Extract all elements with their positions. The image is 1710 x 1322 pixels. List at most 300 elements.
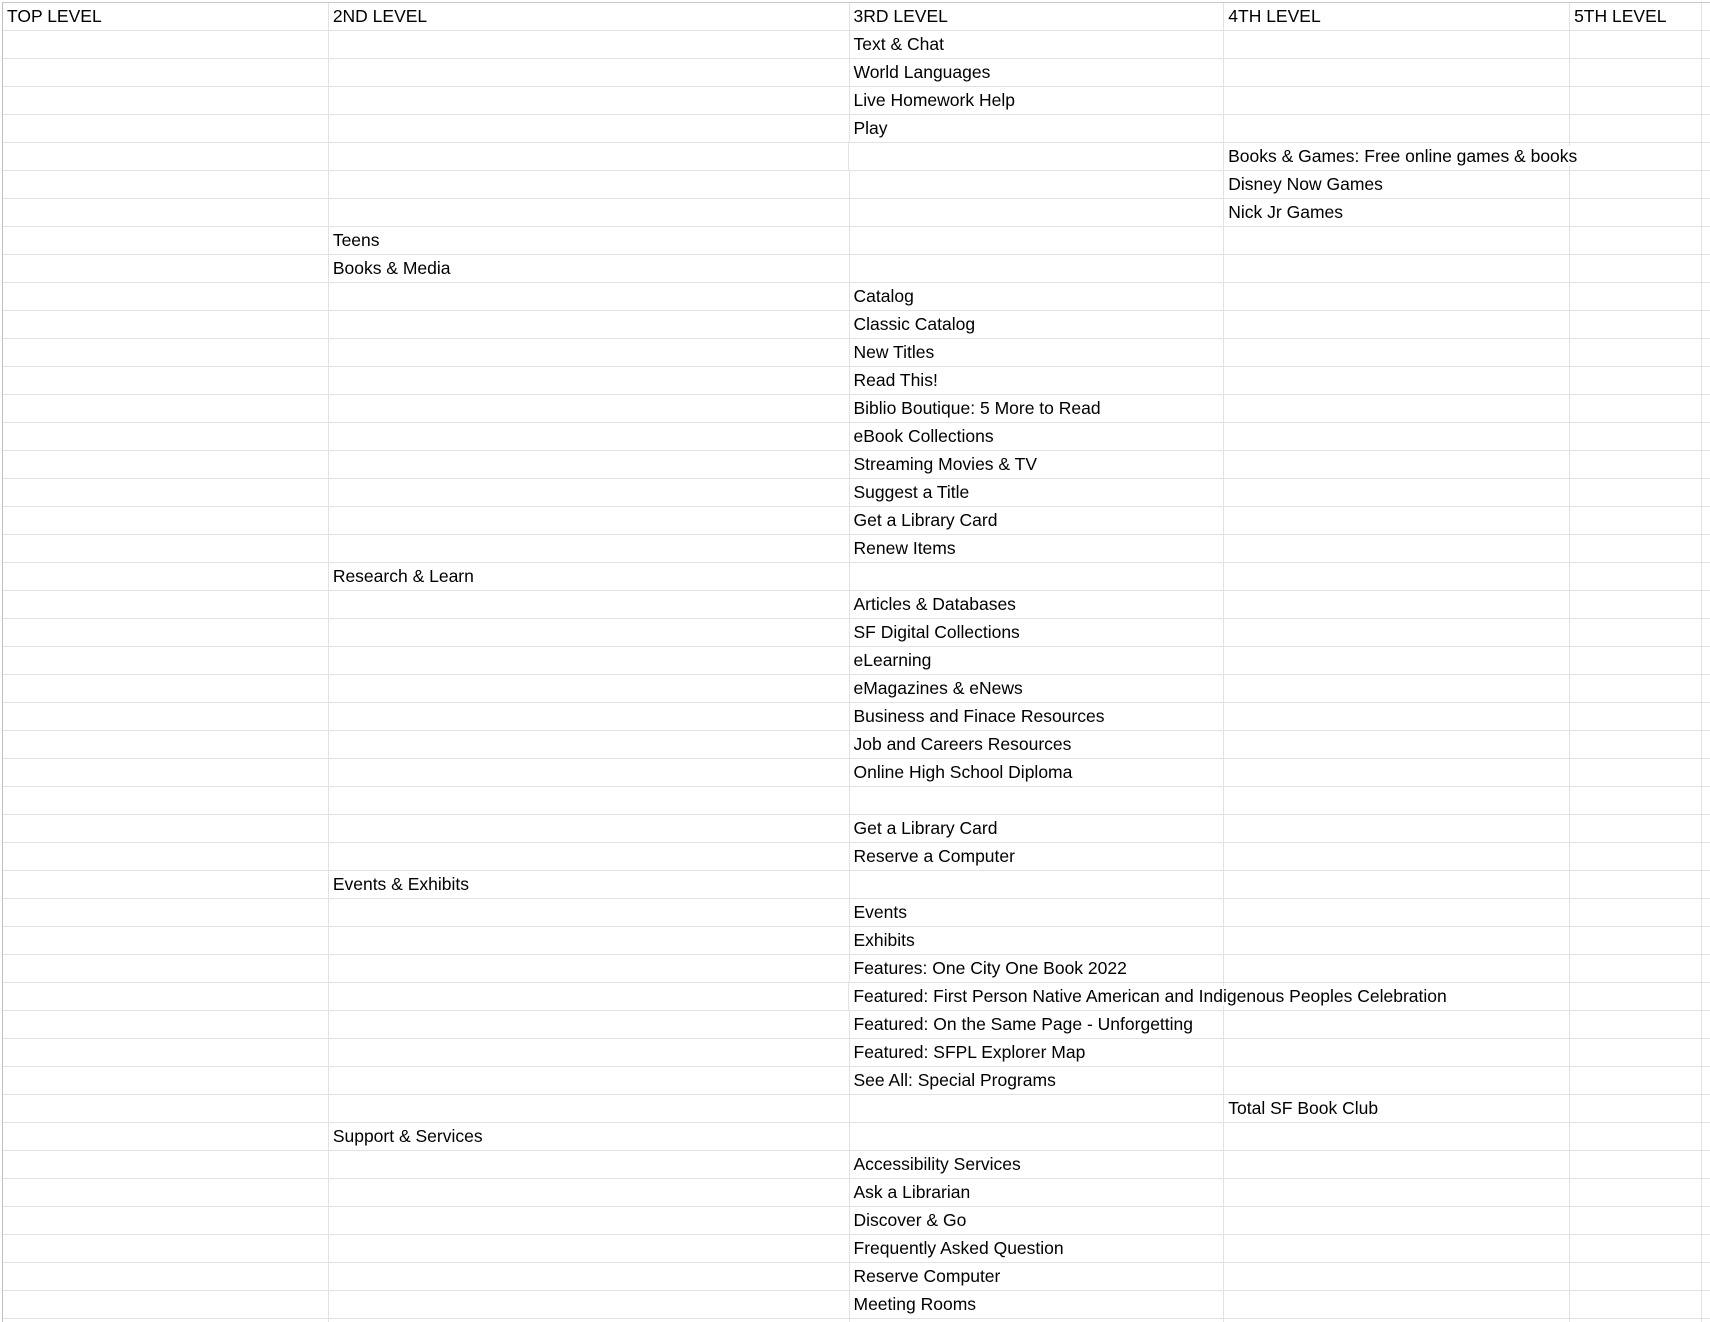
cell-2nd-level[interactable]: [329, 1291, 850, 1318]
cell-2nd-level[interactable]: [329, 927, 850, 954]
cell-2nd-level[interactable]: [329, 115, 850, 142]
cell-top-level[interactable]: [3, 87, 329, 114]
cell-top-level[interactable]: [3, 171, 329, 198]
cell-top-level[interactable]: [3, 815, 329, 842]
cell-top-level[interactable]: [3, 535, 329, 562]
cell-2nd-level[interactable]: [329, 591, 850, 618]
cell-top-level[interactable]: [3, 1151, 329, 1178]
cell-top-level[interactable]: [3, 367, 329, 394]
cell-2nd-level[interactable]: [329, 843, 850, 870]
cell-4th-level[interactable]: [1224, 591, 1570, 618]
cell-4th-level[interactable]: [1224, 675, 1570, 702]
header-cell-3rd-level[interactable]: [850, 3, 1225, 30]
cell-empty[interactable]: [1702, 339, 1710, 366]
cell-empty[interactable]: [1702, 563, 1710, 590]
cell-3rd-level[interactable]: [850, 899, 1225, 926]
cell-top-level[interactable]: [3, 283, 329, 310]
cell-empty[interactable]: [1702, 311, 1710, 338]
header-cell-4th-level[interactable]: [1224, 3, 1570, 30]
cell-4th-level[interactable]: [1224, 759, 1570, 786]
cell-4th-level[interactable]: [1224, 843, 1570, 870]
cell-2nd-level[interactable]: [329, 563, 850, 590]
cell-5th-level[interactable]: [1570, 1291, 1702, 1318]
cell-4th-level[interactable]: [1224, 1011, 1570, 1038]
cell-5th-level[interactable]: [1570, 871, 1702, 898]
cell-3rd-level[interactable]: [850, 227, 1225, 254]
cell-3rd-level[interactable]: [850, 507, 1225, 534]
cell-3rd-level[interactable]: [850, 87, 1225, 114]
cell-top-level[interactable]: [3, 1095, 329, 1122]
cell-2nd-level[interactable]: [329, 1207, 850, 1234]
cell-empty[interactable]: [1702, 283, 1710, 310]
cell-2nd-level[interactable]: [329, 31, 850, 58]
cell-4th-level[interactable]: [1224, 255, 1570, 282]
cell-text: Teens: [332, 230, 380, 250]
cell-2nd-level[interactable]: [329, 871, 850, 898]
table-row: [3, 87, 1710, 115]
cell-empty[interactable]: [1702, 451, 1710, 478]
cell-2nd-level[interactable]: [329, 227, 850, 254]
cell-top-level[interactable]: [3, 1011, 329, 1038]
cell-5th-level[interactable]: [1570, 1151, 1702, 1178]
cell-4th-level[interactable]: [1224, 563, 1570, 590]
cell-4th-level[interactable]: [1224, 367, 1570, 394]
cell-top-level[interactable]: [3, 759, 329, 786]
cell-3rd-level[interactable]: [850, 1123, 1225, 1150]
cell-2nd-level[interactable]: [329, 535, 850, 562]
cell-2nd-level[interactable]: [329, 647, 850, 674]
cell-4th-level[interactable]: [1224, 787, 1570, 814]
cell-3rd-level[interactable]: [850, 1095, 1225, 1122]
cell-2nd-level[interactable]: [329, 983, 850, 1010]
cell-empty[interactable]: [1702, 1235, 1710, 1262]
cell-2nd-level[interactable]: [329, 479, 850, 506]
cell-2nd-level[interactable]: [329, 675, 850, 702]
cell-text: Renew Items: [853, 538, 956, 558]
cell-2nd-level[interactable]: [329, 1123, 850, 1150]
cell-top-level[interactable]: [3, 311, 329, 338]
cell-5th-level[interactable]: [1570, 507, 1702, 534]
cell-3rd-level[interactable]: [850, 1039, 1225, 1066]
cell-3rd-level[interactable]: [850, 1263, 1225, 1290]
cell-5th-level[interactable]: [1570, 31, 1702, 58]
cell-top-level[interactable]: [3, 983, 329, 1010]
cell-top-level[interactable]: [3, 31, 329, 58]
cell-top-level[interactable]: [3, 871, 329, 898]
cell-3rd-level[interactable]: [850, 843, 1225, 870]
cell-top-level[interactable]: [3, 1291, 329, 1318]
cell-top-level[interactable]: [3, 591, 329, 618]
cell-empty[interactable]: [1702, 367, 1710, 394]
cell-empty[interactable]: [1702, 955, 1710, 982]
cell-text: eBook Collections: [853, 426, 994, 446]
cell-2nd-level[interactable]: [329, 1235, 850, 1262]
cell-empty[interactable]: [1702, 703, 1710, 730]
cell-3rd-level[interactable]: [849, 143, 1224, 170]
cell-3rd-level[interactable]: [850, 535, 1225, 562]
cell-5th-level[interactable]: [1570, 171, 1702, 198]
cell-top-level[interactable]: [3, 507, 329, 534]
cell-4th-level[interactable]: [1224, 283, 1570, 310]
cell-5th-level[interactable]: [1570, 759, 1702, 786]
table-row: [3, 1011, 1710, 1039]
table-row: [3, 1123, 1710, 1151]
cell-5th-level[interactable]: [1570, 955, 1702, 982]
cell-text: Articles & Databases: [853, 594, 1016, 614]
cell-empty[interactable]: [1702, 899, 1710, 926]
cell-5th-level[interactable]: [1570, 255, 1702, 282]
cell-3rd-level[interactable]: [850, 59, 1225, 86]
cell-5th-level[interactable]: [1570, 479, 1702, 506]
cell-3rd-level[interactable]: [850, 703, 1225, 730]
cell-empty[interactable]: [1702, 479, 1710, 506]
cell-empty[interactable]: [1702, 675, 1710, 702]
cell-empty[interactable]: [1702, 591, 1710, 618]
cell-top-level[interactable]: [3, 1263, 329, 1290]
cell-top-level[interactable]: [3, 1067, 329, 1094]
cell-top-level[interactable]: [3, 927, 329, 954]
cell-2nd-level[interactable]: [329, 1011, 850, 1038]
cell-3rd-level[interactable]: [850, 647, 1225, 674]
cell-5th-level[interactable]: [1570, 367, 1702, 394]
cell-top-level[interactable]: [3, 1039, 329, 1066]
cell-4th-level[interactable]: [1224, 647, 1570, 674]
cell-3rd-level[interactable]: [850, 283, 1225, 310]
cell-4th-level[interactable]: [1224, 1291, 1570, 1318]
cell-3rd-level[interactable]: [850, 1151, 1225, 1178]
cell-2nd-level[interactable]: [329, 703, 850, 730]
cell-top-level[interactable]: [3, 227, 329, 254]
cell-empty[interactable]: [1702, 255, 1710, 282]
cell-4th-level[interactable]: [1224, 507, 1570, 534]
cell-empty[interactable]: [1702, 1123, 1710, 1150]
cell-2nd-level[interactable]: [329, 311, 850, 338]
table-row: [3, 283, 1710, 311]
cell-3rd-level[interactable]: [850, 1207, 1225, 1234]
cell-text: Events: [853, 902, 907, 922]
cell-4th-level[interactable]: [1224, 227, 1570, 254]
cell-3rd-level[interactable]: [850, 675, 1225, 702]
cell-3rd-level[interactable]: [850, 171, 1225, 198]
cell-2nd-level[interactable]: [329, 1263, 850, 1290]
cell-5th-level[interactable]: [1570, 451, 1702, 478]
cell-3rd-level[interactable]: [850, 787, 1225, 814]
cell-empty[interactable]: [1702, 171, 1710, 198]
cell-5th-level[interactable]: [1570, 703, 1702, 730]
cell-4th-level[interactable]: [1224, 1039, 1570, 1066]
table-row: [3, 703, 1710, 731]
cell-top-level[interactable]: [3, 563, 329, 590]
cell-5th-level[interactable]: [1570, 87, 1702, 114]
cell-top-level[interactable]: [3, 115, 329, 142]
cell-3rd-level[interactable]: [850, 255, 1225, 282]
cell-3rd-level[interactable]: [850, 115, 1225, 142]
cell-5th-level[interactable]: [1570, 647, 1702, 674]
cell-empty[interactable]: [1702, 983, 1710, 1010]
cell-5th-level[interactable]: [1570, 563, 1702, 590]
cell-2nd-level[interactable]: [329, 199, 850, 226]
cell-3rd-level[interactable]: [850, 479, 1225, 506]
cell-empty[interactable]: [1702, 815, 1710, 842]
cell-top-level[interactable]: [3, 143, 329, 170]
cell-top-level[interactable]: [3, 703, 329, 730]
cell-4th-level[interactable]: [1224, 1263, 1570, 1290]
cell-empty[interactable]: [1702, 647, 1710, 674]
cell-5th-level[interactable]: [1570, 115, 1702, 142]
header-cell-5th-level[interactable]: [1570, 3, 1702, 30]
cell-empty[interactable]: [1702, 535, 1710, 562]
cell-top-level[interactable]: [3, 843, 329, 870]
cell-3rd-level[interactable]: [850, 1067, 1225, 1094]
cell-4th-level[interactable]: [1224, 1123, 1570, 1150]
cell-3rd-level[interactable]: [850, 563, 1225, 590]
cell-empty[interactable]: [1702, 927, 1710, 954]
cell-2nd-level[interactable]: [329, 815, 850, 842]
cell-3rd-level[interactable]: [850, 1235, 1225, 1262]
header-cell-2nd-level[interactable]: [329, 3, 850, 30]
cell-top-level[interactable]: [3, 255, 329, 282]
cell-top-level[interactable]: [3, 619, 329, 646]
cell-4th-level[interactable]: [1224, 871, 1570, 898]
cell-5th-level[interactable]: [1570, 1123, 1702, 1150]
cell-empty[interactable]: [1702, 59, 1710, 86]
cell-5th-level[interactable]: [1570, 731, 1702, 758]
cell-4th-level[interactable]: [1224, 1095, 1570, 1122]
cell-2nd-level[interactable]: [329, 619, 850, 646]
cell-3rd-level[interactable]: [850, 31, 1225, 58]
cell-3rd-level[interactable]: [850, 759, 1225, 786]
cell-2nd-level[interactable]: [329, 1039, 850, 1066]
cell-5th-level[interactable]: [1570, 675, 1702, 702]
cell-4th-level[interactable]: [1224, 451, 1570, 478]
cell-4th-level[interactable]: [1224, 899, 1570, 926]
cell-5th-level[interactable]: [1570, 619, 1702, 646]
cell-top-level[interactable]: [3, 1207, 329, 1234]
cell-5th-level[interactable]: [1570, 395, 1702, 422]
cell-top-level[interactable]: [3, 423, 329, 450]
cell-5th-level[interactable]: [1570, 311, 1702, 338]
cell-5th-level[interactable]: [1570, 227, 1702, 254]
cell-5th-level[interactable]: [1570, 815, 1702, 842]
cell-empty[interactable]: [1702, 1011, 1710, 1038]
cell-empty[interactable]: [1702, 1263, 1710, 1290]
cell-empty[interactable]: [1702, 31, 1710, 58]
cell-5th-level[interactable]: [1570, 1067, 1702, 1094]
cell-top-level[interactable]: [3, 731, 329, 758]
cell-5th-level[interactable]: [1570, 339, 1702, 366]
cell-5th-level[interactable]: [1570, 843, 1702, 870]
cell-5th-level[interactable]: [1570, 1095, 1702, 1122]
cell-4th-level[interactable]: [1224, 1067, 1570, 1094]
cell-4th-level[interactable]: [1224, 171, 1570, 198]
table-row: [3, 423, 1710, 451]
cell-text: Reserve Computer: [853, 1266, 1001, 1286]
cell-5th-level[interactable]: [1570, 983, 1702, 1010]
cell-2nd-level[interactable]: [329, 171, 850, 198]
cell-empty[interactable]: [1702, 1179, 1710, 1206]
cell-2nd-level[interactable]: [329, 507, 850, 534]
cell-2nd-level[interactable]: [329, 955, 850, 982]
cell-3rd-level[interactable]: [850, 451, 1225, 478]
cell-text: Live Homework Help: [853, 90, 1015, 110]
cell-3rd-level[interactable]: [850, 395, 1225, 422]
cell-top-level[interactable]: [3, 451, 329, 478]
cell-top-level[interactable]: [3, 479, 329, 506]
cell-top-level[interactable]: [3, 59, 329, 86]
cell-empty[interactable]: [1702, 87, 1710, 114]
cell-4th-level[interactable]: [1224, 395, 1570, 422]
cell-5th-level[interactable]: [1570, 1011, 1702, 1038]
cell-2nd-level[interactable]: [329, 1067, 850, 1094]
cell-3rd-level[interactable]: [850, 871, 1225, 898]
cell-5th-level[interactable]: [1570, 59, 1702, 86]
cell-empty[interactable]: [1702, 507, 1710, 534]
cell-3rd-level[interactable]: [849, 983, 1447, 1010]
cell-4th-level[interactable]: [1224, 1179, 1570, 1206]
cell-5th-level[interactable]: [1570, 199, 1702, 226]
cell-top-level[interactable]: [3, 647, 329, 674]
cell-3rd-level[interactable]: [850, 927, 1225, 954]
cell-4th-level[interactable]: [1224, 1235, 1570, 1262]
cell-empty[interactable]: [1702, 1151, 1710, 1178]
cell-2nd-level[interactable]: [329, 395, 850, 422]
cell-2nd-level[interactable]: [329, 1179, 850, 1206]
cell-empty[interactable]: [1702, 143, 1710, 170]
cell-4th-level[interactable]: [1224, 955, 1570, 982]
cell-top-level[interactable]: [3, 675, 329, 702]
cell-empty[interactable]: [1702, 1067, 1710, 1094]
cell-empty[interactable]: [1702, 843, 1710, 870]
cell-4th-level[interactable]: [1224, 1151, 1570, 1178]
cell-2nd-level[interactable]: [329, 1151, 850, 1178]
cell-5th-level[interactable]: [1570, 927, 1702, 954]
cell-empty[interactable]: [1702, 871, 1710, 898]
cell-5th-level[interactable]: [1570, 1207, 1702, 1234]
cell-empty[interactable]: [1702, 731, 1710, 758]
cell-2nd-level[interactable]: [329, 759, 850, 786]
cell-top-level[interactable]: [3, 199, 329, 226]
cell-empty[interactable]: [1702, 787, 1710, 814]
cell-2nd-level[interactable]: [329, 255, 850, 282]
cell-4th-level[interactable]: [1224, 927, 1570, 954]
cell-4th-level[interactable]: [1224, 31, 1570, 58]
cell-4th-level[interactable]: [1224, 479, 1570, 506]
cell-2nd-level[interactable]: [329, 899, 850, 926]
cell-text: Streaming Movies & TV: [853, 454, 1037, 474]
cell-5th-level[interactable]: [1570, 423, 1702, 450]
spreadsheet-grid: [2, 2, 1710, 1322]
cell-2nd-level[interactable]: [329, 143, 850, 170]
cell-3rd-level[interactable]: [850, 1011, 1225, 1038]
cell-5th-level[interactable]: [1570, 787, 1702, 814]
cell-top-level[interactable]: [3, 339, 329, 366]
cell-2nd-level[interactable]: [329, 339, 850, 366]
cell-empty[interactable]: [1702, 1207, 1710, 1234]
cell-empty[interactable]: [1702, 227, 1710, 254]
cell-5th-level[interactable]: [1570, 1235, 1702, 1262]
cell-3rd-level[interactable]: [850, 1291, 1225, 1318]
cell-empty[interactable]: [1702, 395, 1710, 422]
cell-4th-level[interactable]: [1224, 311, 1570, 338]
cell-top-level[interactable]: [3, 899, 329, 926]
cell-3rd-level[interactable]: [850, 367, 1225, 394]
cell-3rd-level[interactable]: [850, 955, 1225, 982]
cell-3rd-level[interactable]: [850, 591, 1225, 618]
cell-3rd-level[interactable]: [850, 423, 1225, 450]
cell-top-level[interactable]: [3, 787, 329, 814]
cell-5th-level[interactable]: [1570, 535, 1702, 562]
cell-4th-level[interactable]: [1224, 815, 1570, 842]
cell-2nd-level[interactable]: [329, 787, 850, 814]
cell-5th-level[interactable]: [1570, 1179, 1702, 1206]
cell-5th-level[interactable]: [1570, 283, 1702, 310]
cell-2nd-level[interactable]: [329, 1095, 850, 1122]
cell-3rd-level[interactable]: [850, 619, 1225, 646]
cell-4th-level[interactable]: [1224, 87, 1570, 114]
cell-text: eLearning: [853, 650, 932, 670]
cell-3rd-level[interactable]: [850, 339, 1225, 366]
cell-top-level[interactable]: [3, 1235, 329, 1262]
cell-4th-level[interactable]: [1224, 619, 1570, 646]
cell-empty[interactable]: [1702, 759, 1710, 786]
cell-empty[interactable]: [1702, 3, 1710, 30]
cell-4th-level[interactable]: [1224, 1207, 1570, 1234]
cell-5th-level[interactable]: [1570, 143, 1702, 170]
cell-top-level[interactable]: [3, 1123, 329, 1150]
cell-4th-level[interactable]: [1224, 115, 1570, 142]
cell-2nd-level[interactable]: [329, 423, 850, 450]
cell-top-level[interactable]: [3, 955, 329, 982]
cell-4th-level[interactable]: [1224, 731, 1570, 758]
cell-2nd-level[interactable]: [329, 367, 850, 394]
cell-4th-level[interactable]: [1224, 339, 1570, 366]
cell-empty[interactable]: [1702, 619, 1710, 646]
cell-3rd-level[interactable]: [850, 731, 1225, 758]
cell-2nd-level[interactable]: [329, 87, 850, 114]
cell-3rd-level[interactable]: [850, 815, 1225, 842]
cell-2nd-level[interactable]: [329, 59, 850, 86]
cell-5th-level[interactable]: [1570, 591, 1702, 618]
cell-top-level[interactable]: [3, 1179, 329, 1206]
cell-empty[interactable]: [1702, 423, 1710, 450]
cell-5th-level[interactable]: [1570, 1263, 1702, 1290]
cell-2nd-level[interactable]: [329, 451, 850, 478]
cell-top-level[interactable]: [3, 395, 329, 422]
cell-5th-level[interactable]: [1570, 1039, 1702, 1066]
cell-3rd-level[interactable]: [850, 1179, 1225, 1206]
cell-empty[interactable]: [1702, 115, 1710, 142]
header-cell-top-level[interactable]: [3, 3, 329, 30]
cell-empty[interactable]: [1702, 1095, 1710, 1122]
cell-text: Get a Library Card: [853, 510, 998, 530]
cell-2nd-level[interactable]: [329, 283, 850, 310]
cell-4th-level[interactable]: [1224, 143, 1578, 170]
table-row: [3, 731, 1710, 759]
table-row: [3, 1179, 1710, 1207]
cell-4th-level[interactable]: [1224, 423, 1570, 450]
cell-4th-level[interactable]: [1224, 703, 1570, 730]
cell-2nd-level[interactable]: [329, 731, 850, 758]
cell-3rd-level[interactable]: [850, 199, 1225, 226]
cell-empty[interactable]: [1702, 199, 1710, 226]
cell-empty[interactable]: [1702, 1291, 1710, 1318]
cell-4th-level[interactable]: [1224, 535, 1570, 562]
cell-empty[interactable]: [1702, 1039, 1710, 1066]
cell-4th-level[interactable]: [1224, 199, 1570, 226]
cell-4th-level[interactable]: [1224, 59, 1570, 86]
cell-5th-level[interactable]: [1570, 899, 1702, 926]
cell-3rd-level[interactable]: [850, 311, 1225, 338]
